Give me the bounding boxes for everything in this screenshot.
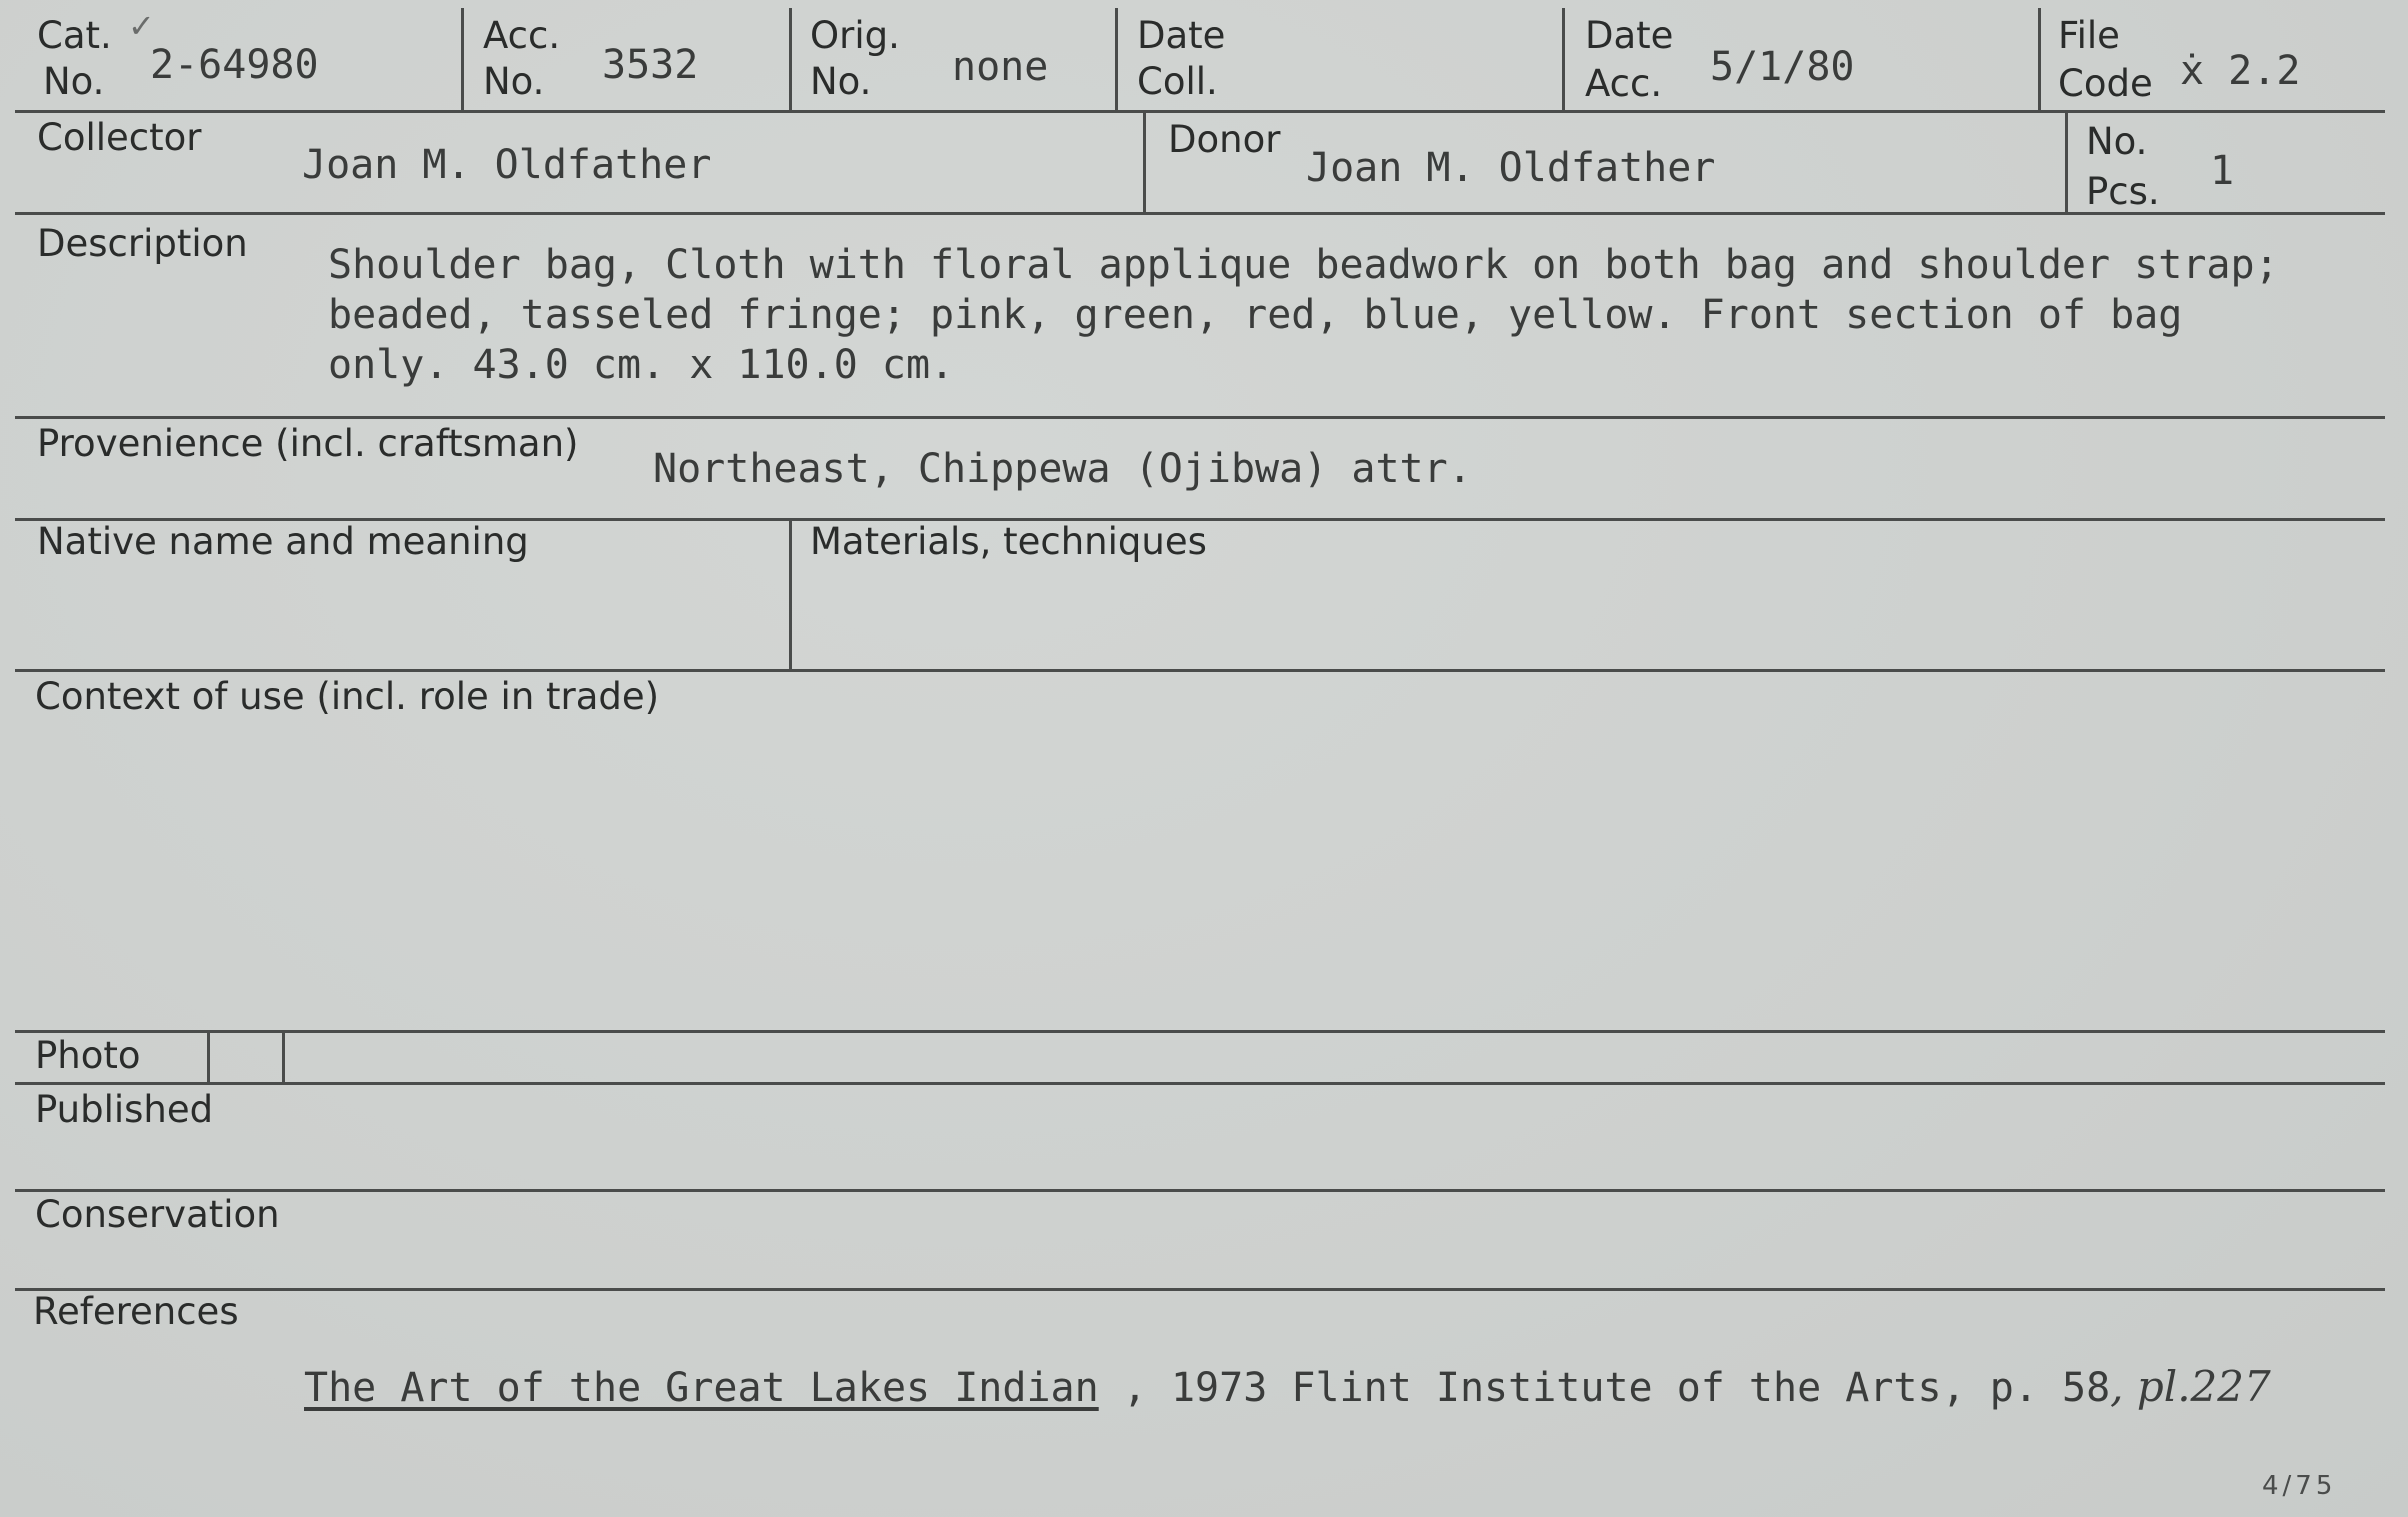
divider-cat-acc <box>461 8 464 112</box>
rule-context-bottom <box>15 1030 2385 1033</box>
form-number: 4/75 <box>2262 1471 2337 1501</box>
description-label: Description <box>37 222 248 265</box>
orig-no-label-1: Orig. <box>810 14 900 57</box>
date-acc-label-2: Acc. <box>1585 62 1663 105</box>
conservation-label: Conservation <box>35 1193 280 1236</box>
description-line: Shoulder bag, Cloth with floral applique beadwork on both bag and shoulder strap; <box>328 242 2279 288</box>
pcs-value: 1 <box>2210 148 2235 194</box>
context-label: Context of use (incl. role in trade) <box>35 675 660 718</box>
divider-orig-datecoll <box>1115 8 1118 112</box>
photo-box-divider-1 <box>207 1030 210 1084</box>
file-code-label-1: File <box>2058 14 2120 57</box>
orig-no-value: none <box>952 44 1049 90</box>
pcs-label-2: Pcs. <box>2086 170 2160 213</box>
photo-label: Photo <box>35 1034 141 1077</box>
divider-datecoll-dateacc <box>1562 8 1565 112</box>
reference-publisher: , 1973 Flint Institute of the Arts, p. 58 <box>1098 1365 2111 1411</box>
photo-box-divider-2 <box>282 1030 285 1084</box>
materials-label: Materials, techniques <box>810 520 1207 563</box>
rule-conservation-bottom <box>15 1288 2385 1291</box>
rule-description-bottom <box>15 416 2385 419</box>
divider-native-materials <box>789 518 792 671</box>
cat-no-label-1: Cat. <box>37 14 112 57</box>
references-label: References <box>33 1290 239 1333</box>
native-name-label: Native name and meaning <box>37 520 529 563</box>
provenience-label: Provenience (incl. craftsman) <box>37 422 579 465</box>
rule-photo-bottom <box>15 1082 2385 1085</box>
date-acc-value: 5/1/80 <box>1710 44 1855 90</box>
divider-donor-pcs <box>2065 112 2068 214</box>
rule-header-bottom <box>15 110 2385 113</box>
date-coll-label-2: Coll. <box>1137 60 1218 103</box>
cat-check-mark: ✓ <box>128 7 155 45</box>
provenience-value: Northeast, Chippewa (Ojibwa) attr. <box>653 446 1472 492</box>
rule-native-bottom <box>15 669 2385 672</box>
description-line: beaded, tasseled fringe; pink, green, red, blue, yellow. Front section of bag <box>328 292 2183 338</box>
divider-acc-orig <box>789 8 792 112</box>
donor-value: Joan M. Oldfather <box>1306 145 1716 191</box>
donor-label: Donor <box>1168 118 1281 161</box>
divider-collector-donor <box>1143 112 1146 214</box>
description-line: only. 43.0 cm. x 110.0 cm. <box>328 342 955 388</box>
collector-label: Collector <box>37 116 202 159</box>
pcs-label-1: No. <box>2086 120 2148 163</box>
reference-title: The Art of the Great Lakes Indian <box>304 1365 1099 1411</box>
date-coll-label-1: Date <box>1137 14 1226 57</box>
divider-dateacc-file <box>2038 8 2041 112</box>
cat-no-value: 2-64980 <box>150 42 319 88</box>
file-code-label-2: Code <box>2058 62 2153 105</box>
reference-handwritten-plate: , pl.227 <box>2110 1362 2271 1411</box>
acc-no-label-1: Acc. <box>483 14 561 57</box>
date-acc-label-1: Date <box>1585 14 1674 57</box>
collector-value: Joan M. Oldfather <box>302 142 712 188</box>
rule-published-bottom <box>15 1189 2385 1192</box>
cat-no-label-2: No. <box>43 60 105 103</box>
acc-no-value: 3532 <box>602 42 699 88</box>
rule-collector-bottom <box>15 212 2385 215</box>
acc-no-label-2: No. <box>483 60 545 103</box>
file-code-value: ẋ 2.2 <box>2180 48 2301 94</box>
description-text <box>328 240 2368 390</box>
orig-no-label-2: No. <box>810 60 872 103</box>
reference-entry <box>304 1362 2271 1413</box>
published-label: Published <box>35 1088 214 1131</box>
